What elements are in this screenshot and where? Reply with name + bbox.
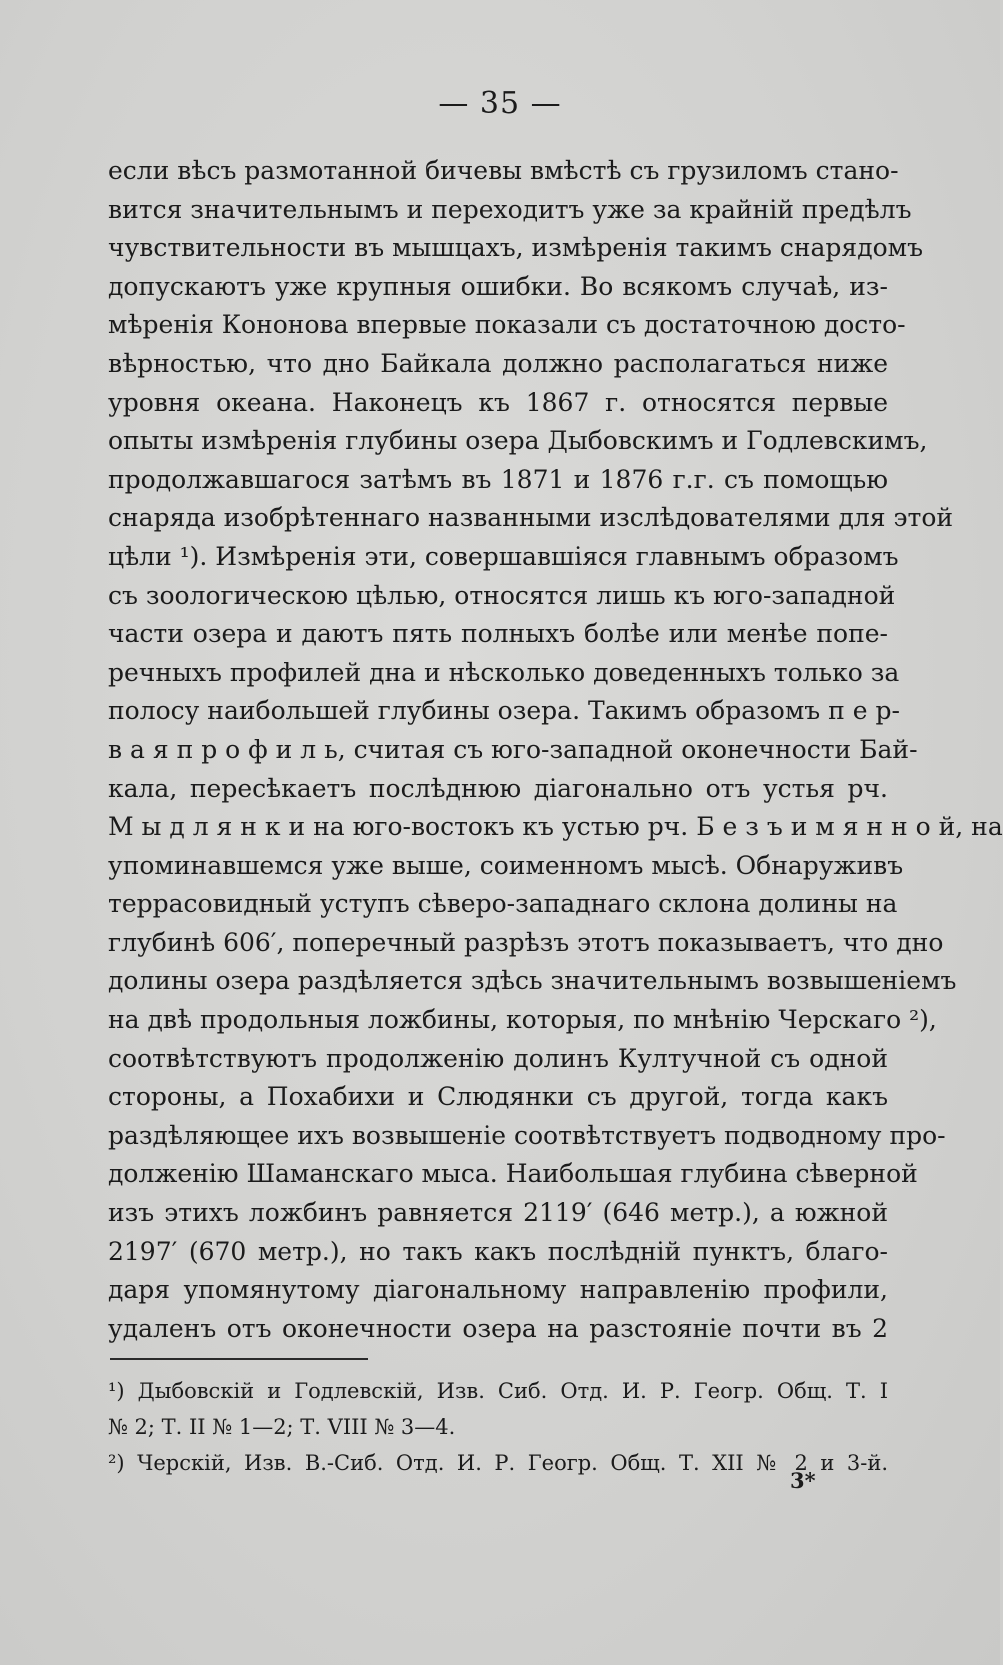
text-line: полосу наибольшей глубины озера. Такимъ образомъ п е р- [108, 696, 900, 726]
text-line: соотвѣтствуютъ продолженію долинъ Култучной съ одной [108, 1043, 888, 1073]
footnote-line: ²) Черскій, Изв. В.-Сиб. Отд. И. Р. Геогр. Общ. Т. XII № 2 и 3-й. [108, 1451, 888, 1475]
text-line: мѣренія Кононова впервые показали съ достаточною досто- [108, 310, 906, 340]
text-line: изъ этихъ ложбинъ равняется 2119′ (646 метр.), а южной [108, 1198, 888, 1228]
text-line: вится значительнымъ и переходитъ уже за крайній предѣлъ [108, 194, 912, 224]
text-line: М ы д л я н к и на юго-востокъ къ устью рч. Б е з ъ и м я н н о й, на [108, 812, 1003, 842]
text-line: если вѣсъ размотанной бичевы вмѣстѣ съ грузиломъ стано- [108, 156, 899, 185]
text-line: в а я п р о ф и л ь, считая съ юго-западной оконечности Бай- [108, 734, 918, 764]
text-line: части озера и даютъ пять полныхъ болѣе или менѣе попе- [108, 619, 888, 649]
text-line: вѣрностью, что дно Байкала должно располагаться ниже [108, 348, 888, 378]
printer-signature-mark: 3* [790, 1468, 816, 1493]
body-text [108, 152, 1003, 1348]
footnote-divider [110, 1358, 368, 1360]
text-line: кала, пересѣкаетъ послѣднюю діагонально отъ устья рч. [108, 773, 888, 803]
text-line: раздѣляющее ихъ возвышеніе соотвѣтствуетъ подводному про- [108, 1120, 946, 1150]
text-line: опыты измѣренія глубины озера Дыбовскимъ и Годлевскимъ, [108, 426, 928, 456]
text-line: чувствительности въ мышцахъ, измѣренія такимъ снарядомъ [108, 233, 924, 263]
text-line: допускаютъ уже крупныя ошибки. Во всякомъ случаѣ, из- [108, 271, 888, 301]
footnote-line: ¹) Дыбовскій и Годлевскій, Изв. Сиб. Отд. И. Р. Геогр. Общ. Т. I [108, 1379, 888, 1403]
text-line: 2197′ (670 метр.), но такъ какъ послѣдній пунктъ, благо- [108, 1236, 888, 1266]
footnote-line: № 2; Т. II № 1—2; Т. VIII № 3—4. [108, 1415, 456, 1439]
text-line: съ зоологическою цѣлью, относятся лишь къ юго-западной [108, 580, 896, 610]
text-line: стороны, а Похабихи и Слюдянки съ другой, тогда какъ [108, 1082, 888, 1112]
text-line: долженію Шаманскаго мыса. Наибольшая глубина сѣверной [108, 1159, 918, 1189]
text-line: глубинѣ 606′, поперечный разрѣзъ этотъ показываетъ, что дно [108, 927, 944, 957]
page-number: — 35 — [438, 86, 562, 121]
text-line: продолжавшагося затѣмъ въ 1871 и 1876 г.г. съ помощью [108, 464, 888, 494]
text-line: упоминавшемся уже выше, соименномъ мысѣ. Обнаруживъ [108, 850, 904, 880]
text-line: на двѣ продольныя ложбины, которыя, по мнѣнію Черскаго ²), [108, 1005, 937, 1035]
text-line: снаряда изобрѣтеннаго названными изслѣдователями для этой [108, 503, 954, 533]
text-line: даря упомянутому діагональному направленію профили, [108, 1275, 888, 1305]
text-line: удаленъ отъ оконечности озера на разстояніе почти въ 2 [108, 1313, 888, 1343]
text-line: долины озера раздѣляется здѣсь значительнымъ возвышеніемъ [108, 966, 957, 996]
text-line: цѣли ¹). Измѣренія эти, совершавшіяся главнымъ образомъ [108, 541, 899, 571]
text-line: террасовидный уступъ сѣверо-западнаго склона долины на [108, 889, 898, 919]
text-line: уровня океана. Наконецъ къ 1867 г. относятся первые [108, 387, 888, 417]
text-line: речныхъ профилей дна и нѣсколько доведенныхъ только за [108, 657, 900, 687]
footnotes [108, 1373, 888, 1481]
